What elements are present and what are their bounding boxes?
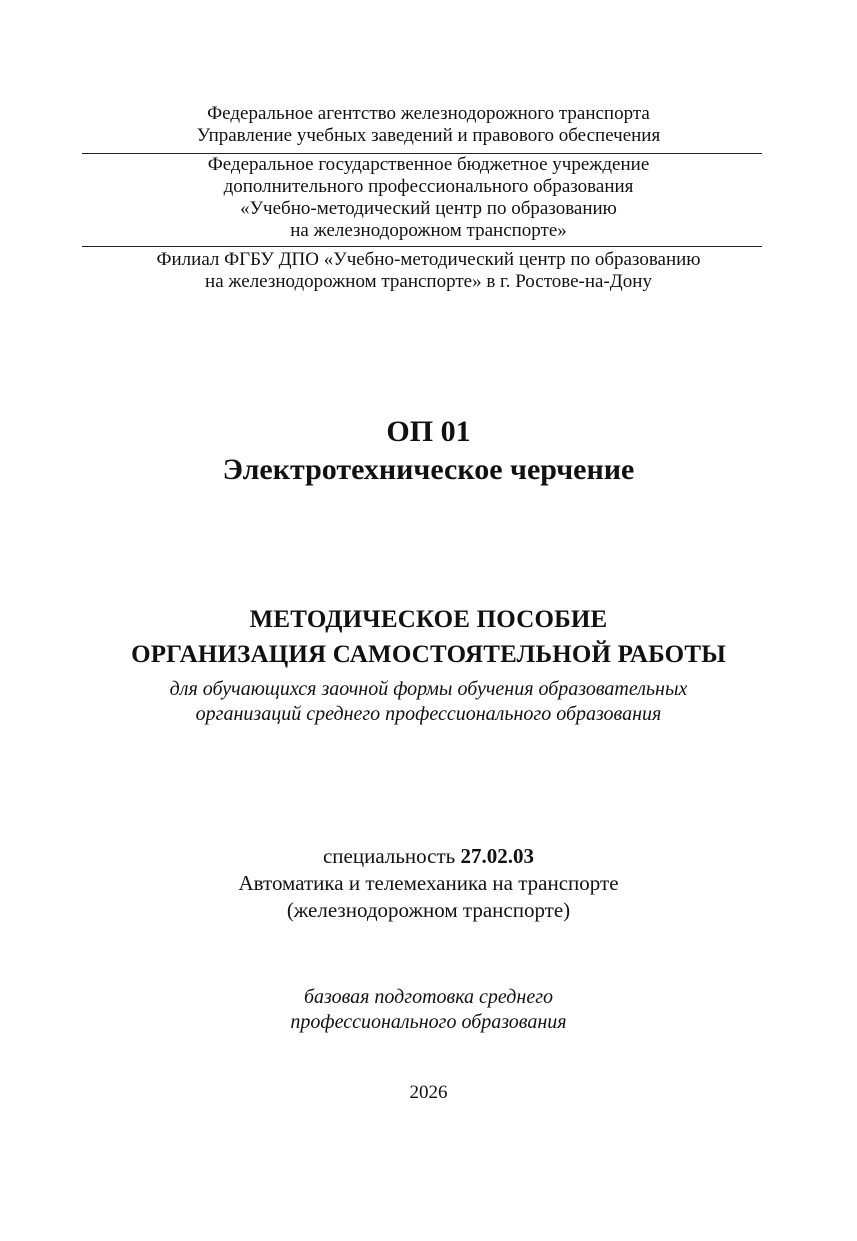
specialty-heading	[0, 843, 857, 870]
institution-line: Федеральное государственное бюджетное учреждение	[207, 154, 650, 175]
branch-header	[0, 249, 857, 293]
agency-name: Федеральное агентство железнодорожного транспорта	[207, 103, 650, 124]
header-divider	[82, 246, 762, 247]
publication-year: 2026	[409, 1082, 448, 1103]
document-title-line: ОРГАНИЗАЦИЯ САМОСТОЯТЕЛЬНОЙ РАБОТЫ	[131, 641, 726, 668]
education-level-line: базовая подготовка среднего	[303, 986, 554, 1008]
document-subtitle-line: для обучающихся заочной формы обучения образовательных	[169, 678, 688, 700]
branch-line: Филиал ФГБУ ДПО «Учебно-методический центр по образованию	[156, 249, 701, 270]
specialty	[0, 843, 857, 924]
document-title	[0, 602, 857, 672]
education-level	[0, 985, 857, 1035]
document-subtitle-line: организаций среднего профессионального образования	[195, 703, 662, 725]
agency-department: Управление учебных заведений и правового обеспечения	[196, 125, 661, 146]
institution-line: на железнодорожном транспорте»	[290, 220, 567, 241]
document-subtitle	[0, 677, 857, 727]
institution-header	[0, 154, 857, 242]
discipline-code: ОП 01	[386, 415, 471, 448]
specialty-label: специальность	[322, 844, 456, 868]
education-level-line: профессионального образования	[290, 1011, 567, 1033]
discipline-title	[0, 413, 857, 489]
specialty-name-line: Автоматика и телемеханика на транспорте	[238, 871, 619, 895]
agency-header	[0, 103, 857, 147]
institution-line: дополнительного профессионального образования	[223, 176, 634, 197]
specialty-name-line: (железнодорожном транспорте)	[286, 898, 571, 922]
document-title-line: МЕТОДИЧЕСКОЕ ПОСОБИЕ	[249, 606, 608, 633]
specialty-code: 27.02.03	[460, 844, 534, 868]
branch-line: на железнодорожном транспорте» в г. Ростове-на-Дону	[205, 271, 652, 292]
discipline-name: Электротехническое черчение	[222, 453, 635, 486]
institution-line: «Учебно-методический центр по образованию	[240, 198, 617, 219]
